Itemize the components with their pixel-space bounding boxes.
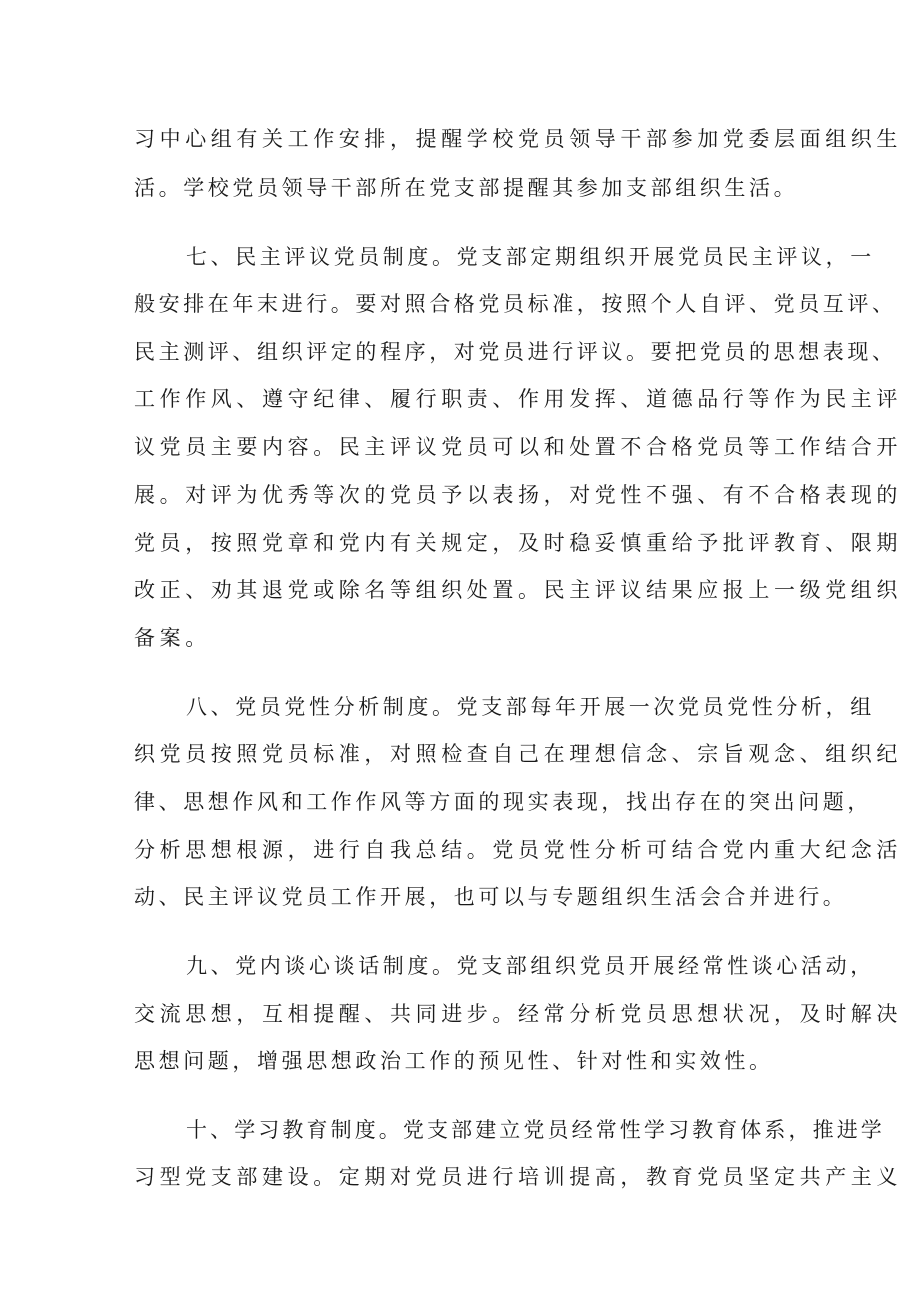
text-line: 动、民主评议党员工作开展，也可以与专题组织生活会合并进行。 — [134, 885, 848, 909]
text-line: 备案。 — [134, 626, 211, 650]
text-line: 律、思想作风和工作作风等方面的现实表现，找出存在的突出问题， — [134, 790, 872, 814]
text-line: 习型党支部建设。定期对党员进行培训提高，教育党员坚定共产主义 — [134, 1165, 902, 1189]
text-line: 八、党员党性分析制度。党支部每年开展一次党员党性分析，组 — [186, 695, 875, 719]
text-line: 习中心组有关工作安排，提醒学校党员领导干部参加党委层面组织生 — [134, 127, 902, 151]
text-line: 改正、劝其退党或除名等组织处置。民主评议结果应报上一级党组织 — [134, 578, 902, 602]
text-line: 十、学习教育制度。党支部建立党员经常性学习教育体系，推进学 — [186, 1118, 885, 1142]
text-line: 展。对评为优秀等次的党员予以表扬，对党性不强、有不合格表现的 — [134, 483, 902, 507]
text-line: 活。学校党员领导干部所在党支部提醒其参加支部组织生活。 — [134, 176, 799, 200]
text-line: 般安排在年末进行。要对照合格党员标准，按照个人自评、党员互评、 — [134, 292, 897, 316]
text-line: 议党员主要内容。民主评议党员可以和处置不合格党员等工作结合开 — [134, 435, 902, 459]
text-line: 思想问题，增强思想政治工作的预见性、针对性和实效性。 — [134, 1049, 774, 1073]
text-line: 九、党内谈心谈话制度。党支部组织党员开展经常性谈心活动， — [186, 954, 875, 978]
text-line: 民主测评、组织评定的程序，对党员进行评议。要把党员的思想表现、 — [134, 340, 897, 364]
text-line: 织党员按照党员标准，对照检查自己在理想信念、宗旨观念、组织纪 — [134, 742, 902, 766]
text-line: 交流思想，互相提醒、共同进步。经常分析党员思想状况，及时解决 — [134, 1002, 902, 1026]
text-line: 党员，按照党章和党内有关规定，及时稳妥慎重给予批评教育、限期 — [134, 531, 902, 555]
text-line: 分析思想根源，进行自我总结。党员党性分析可结合党内重大纪念活 — [134, 838, 902, 862]
text-line: 七、民主评议党员制度。党支部定期组织开展党员民主评议，一 — [186, 245, 875, 269]
text-line: 工作作风、遵守纪律、履行职责、作用发挥、道德品行等作为民主评 — [134, 387, 902, 411]
